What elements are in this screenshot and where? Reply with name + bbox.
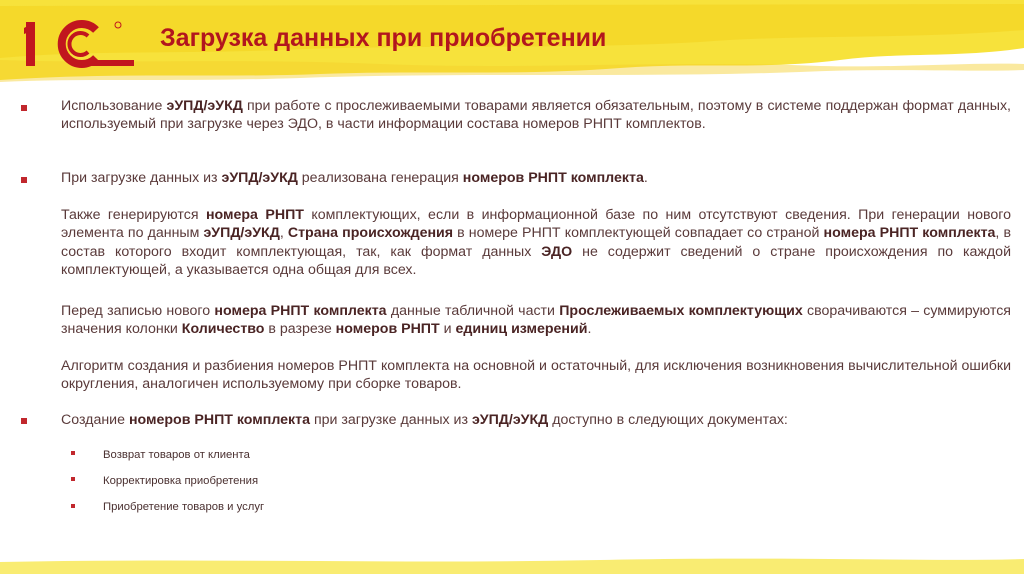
paragraph-6 <box>61 411 1011 429</box>
text-run: При загрузке данных из <box>61 170 222 186</box>
bold-term: эУПД/эУКД <box>203 225 280 242</box>
text-run: не содержит сведений о стране происхождения по каждой комплектующей, а указывается одна общая для всех. <box>61 243 1011 279</box>
document-item: Возврат товаров от клиента <box>103 449 250 461</box>
paragraph-5 <box>61 357 1011 394</box>
bold-term: номера РНПТ <box>205 207 304 223</box>
bold-term: номеров РНПТ <box>335 321 440 338</box>
text-run: Создание <box>61 412 129 428</box>
text-run: данные табличной части <box>386 303 560 319</box>
bullet-marker <box>21 105 27 111</box>
bold-term: ЭДО <box>541 243 573 260</box>
paragraph-1 <box>61 97 1011 134</box>
text-run: Также генерируются <box>61 207 206 223</box>
text-run: Использование <box>61 98 167 114</box>
bullet-marker <box>21 177 27 183</box>
text-run: сворачиваются – суммируются значения колонки <box>61 303 1011 338</box>
document-item: Приобретение товаров и услуг <box>103 501 265 513</box>
sub-bullet-marker <box>71 477 75 481</box>
text-run: при работе с прослеживаемыми товарами является обязательным, поэтому в системе поддержан формат данных, используемый при загрузке через ЭДО, в части информации состава номеров РНПТ комплектов. <box>61 98 1011 133</box>
bold-term: эУПД/эУКД <box>471 412 549 428</box>
1c-logo <box>22 16 142 72</box>
text-run: комплектующих, если в информационной базе по ним отсутствуют сведения. При генерации нового элемента по данным <box>61 207 1011 242</box>
text-run: . <box>643 170 648 186</box>
text-run: , в состав которого входит комплектующая, так, как формат данных <box>61 225 1011 260</box>
text-run: в разрезе <box>264 321 336 338</box>
page-title: Загрузка данных при приобретении <box>160 24 607 52</box>
bold-term: номеров РНПТ комплекта <box>128 412 310 428</box>
text-run: , <box>279 225 288 242</box>
text-run: и <box>439 321 456 338</box>
document-item: Корректировка приобретения <box>103 475 259 487</box>
bold-term: эУПД/эУКД <box>221 170 298 186</box>
bold-term: номера РНПТ комплекта <box>823 225 996 242</box>
paragraph-4 <box>61 302 1011 339</box>
bold-term: единиц измерений <box>455 321 588 338</box>
bold-term: Страна происхождения <box>287 225 454 242</box>
text-run: Алгоритм создания и разбиения номеров РНПТ комплекта на основной и остаточный, для исключения возникновения вычислительной ошибки округления, аналогичен используемому при сборке товаров. <box>61 358 1011 393</box>
text-run: Перед записью нового <box>61 303 215 319</box>
text-run: . <box>587 321 592 338</box>
text-run: реализована генерация <box>297 170 463 186</box>
text-run: доступно в следующих документах: <box>548 412 788 428</box>
bold-term: номеров РНПТ комплекта <box>462 170 644 186</box>
sub-bullet-marker <box>71 451 75 455</box>
text-run: при загрузке данных из <box>310 412 472 428</box>
yellow-brush-footer <box>0 556 1024 574</box>
paragraph-2 <box>61 169 1011 187</box>
text-run: в номере РНПТ комплектующей совпадает со страной <box>453 225 824 242</box>
bold-term: номера РНПТ комплекта <box>214 303 387 319</box>
bold-term: Количество <box>181 321 265 338</box>
bold-term: Прослеживаемых комплектующих <box>559 303 803 319</box>
bullet-marker <box>21 418 27 424</box>
paragraph-3 <box>61 206 1011 280</box>
sub-bullet-marker <box>71 504 75 508</box>
bold-term: эУПД/эУКД <box>166 98 243 114</box>
